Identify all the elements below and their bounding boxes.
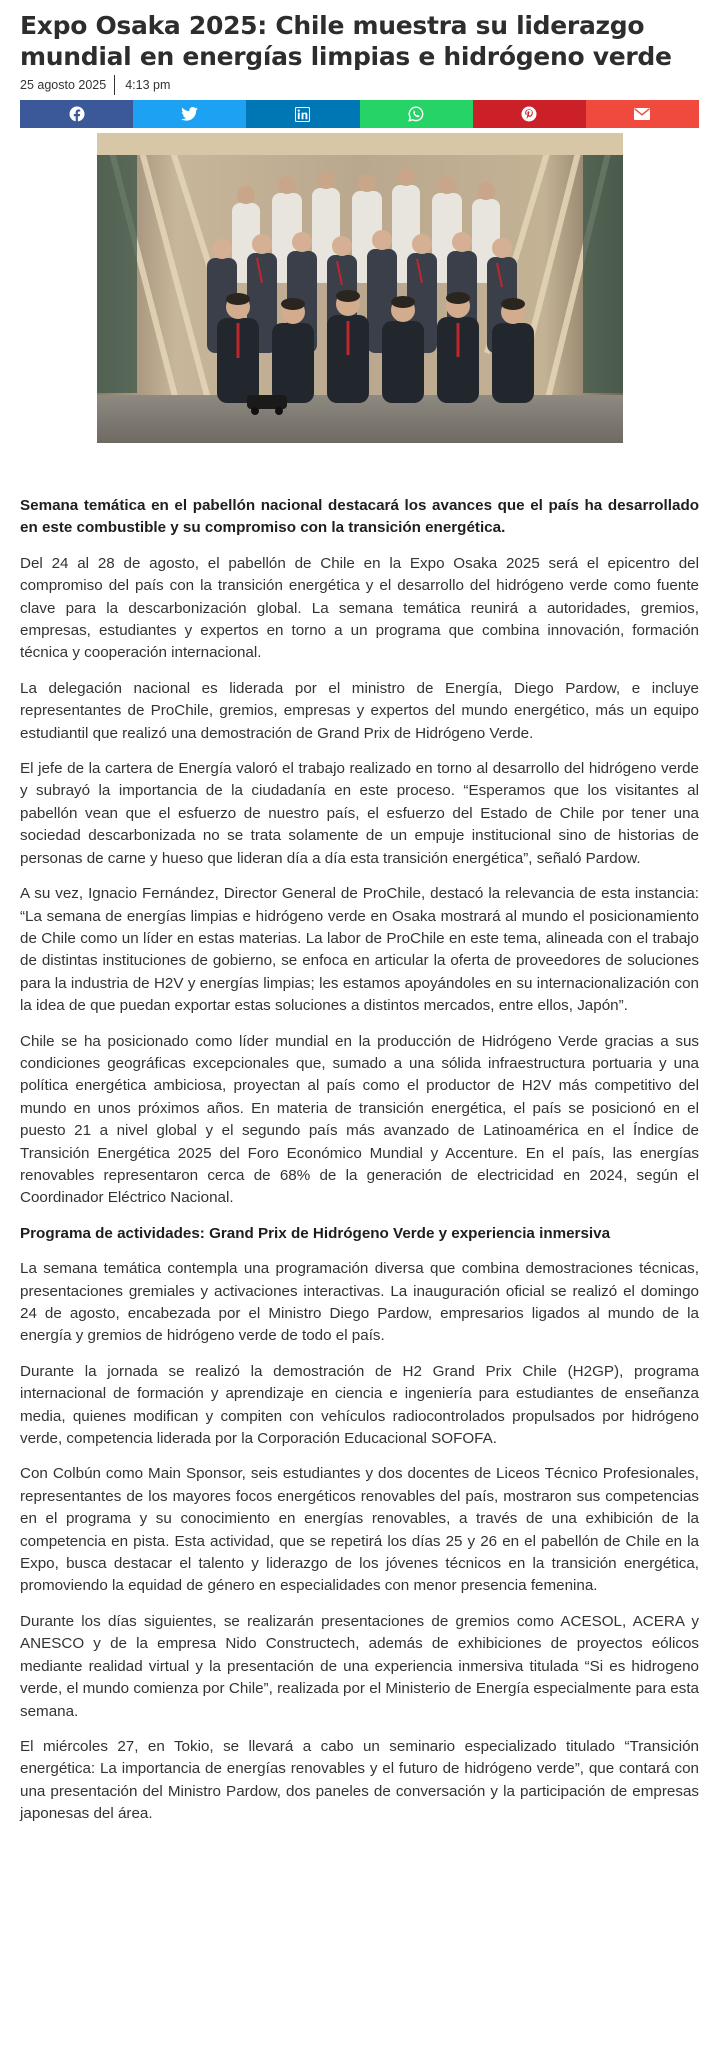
article-paragraph: Durante los días siguientes, se realizarán presentaciones de gremios como ACESOL, ACERA y ANESCO y de la empresa Nido Constructech, además de exhibiciones de proyectos eólicos mediante realidad virtual y la presentación de una experiencia inmersiva titulada “Si es hidrogeno verde, el mundo comienza por Chile”, realizada por el Ministerio de Energía especialmente para esta semana. bbox=[20, 1612, 699, 1720]
meta-divider bbox=[114, 75, 115, 95]
article-body bbox=[20, 495, 699, 1826]
email-icon bbox=[634, 108, 650, 120]
share-whatsapp-button[interactable] bbox=[360, 100, 473, 128]
article-title: Expo Osaka 2025: Chile muestra su liderazgo mundial en energías limpias e hidrógeno verde bbox=[20, 11, 672, 71]
article-paragraph: La semana temática contempla una programación diversa que combina demostraciones técnicas, presentaciones gremiales y activaciones interactivas. La inauguración oficial se realizó el domingo 24 de agosto, encabezada por el Ministro Diego Pardow, empresarios ligados al mundo de la energía y gremios de hidrógeno verde de todo el país. bbox=[20, 1260, 699, 1345]
article-paragraph: Durante la jornada se realizó la demostración de H2 Grand Prix Chile (H2GP), programa internacional de formación y aprendizaje en ciencia e ingeniería para estudiantes de enseñanza media, quienes modifican y compiten con vehículos radiocontrolados propulsados por hidrógeno verde, competencia liderada por la Corporación Educacional SOFOFA. bbox=[20, 1362, 699, 1448]
facebook-icon bbox=[69, 106, 85, 122]
article-lead: Semana temática en el pabellón nacional destacará los avances que el país ha desarrollado en este combustible y su compromiso con la transición energética. bbox=[20, 497, 699, 537]
article-paragraph: El miércoles 27, en Tokio, se llevará a cabo un seminario especializado titulado “Transición energética: La importancia de energías renovables y el futuro de hidrógeno verde”, que contará con una presentación del Ministro Pardow, dos paneles de conversación y la participación de empresas japonesas del área. bbox=[20, 1737, 699, 1823]
article-paragraph: La delegación nacional es liderada por el ministro de Energía, Diego Pardow, e incluye representantes de ProChile, gremios, empresas y expertos del mundo energético, más un equipo estudiantil que realizó una demostración de Grand Prix de Hidrógeno Verde. bbox=[20, 679, 699, 742]
share-email-button[interactable] bbox=[586, 100, 699, 128]
article-paragraph: Del 24 al 28 de agosto, el pabellón de Chile en la Expo Osaka 2025 será el epicentro del compromiso del país con la transición energética y el desarrollo del hidrógeno verde como fuente clave para la descarbonización global. La semana temática reunirá a autoridades, gremios, empresas, estudiantes y expertos en torno a un programa que combina innovación, formación técnica y cooperación internacional. bbox=[20, 554, 699, 662]
share-twitter-button[interactable] bbox=[133, 100, 246, 128]
article-date: 25 agosto 2025 bbox=[20, 78, 107, 92]
whatsapp-icon bbox=[408, 106, 424, 122]
group-photo-image bbox=[97, 133, 623, 443]
share-linkedin-button[interactable] bbox=[246, 100, 359, 128]
linkedin-icon bbox=[295, 107, 310, 122]
article-meta bbox=[20, 75, 699, 95]
article-paragraph: Chile se ha posicionado como líder mundial en la producción de Hidrógeno Verde gracias a sus condiciones geográficas excepcionales que, sumado a una sólida infraestructura portuaria y una política energética ambiciosa, proyectan al país como el productor de H2V más competitivo del mundo en unos próximos años. En materia de transición energética, el país se posicionó en el puesto 21 a nivel global y el segundo país más avanzado de Latinoamérica en el Índice de Transición Energética 2025 del Foro Económico Mundial y Accenture. En el país, las energías renovables representaron cerca de 68% de la generación de electricidad en 2024, según el Coordinador Eléctrico Nacional. bbox=[20, 1032, 699, 1207]
twitter-icon bbox=[181, 107, 198, 121]
article-time: 4:13 pm bbox=[125, 78, 171, 92]
article-subheading: Programa de actividades: Grand Prix de Hidrógeno Verde y experiencia inmersiva bbox=[20, 1224, 611, 1242]
share-bar bbox=[20, 100, 699, 128]
article-paragraph: Con Colbún como Main Sponsor, seis estudiantes y dos docentes de Liceos Técnico Profesionales, representantes de los mayores focos energéticos renovables del país, mostraron sus competencias en el programa y su conocimiento en energías renovables, a través de una exhibición de la competencia en pista. Esta actividad, que se repetirá los días 25 y 26 en el pabellón de Chile en la Expo, busca destacar el talento y liderazgo de los jóvenes técnicos en la transición energética, promoviendo la equidad de género en especialidades con menor presencia femenina. bbox=[20, 1465, 699, 1595]
pinterest-icon bbox=[521, 106, 537, 122]
share-pinterest-button[interactable] bbox=[473, 100, 586, 128]
article-paragraph: A su vez, Ignacio Fernández, Director General de ProChile, destacó la relevancia de esta instancia: “La semana de energías limpias e hidrógeno verde en Osaka mostrará al mundo el posicionamiento de Chile como un líder en estas materias. La labor de ProChile en este tema, alineada con el trabajo de distintas instituciones de gobierno, se enfoca en articular la oferta de proveedores de soluciones para la industria de H2V y energías limpias; les estamos apoyándoles en su internacionalización con la idea de que puedan exportar estas soluciones a distintos mercados, entre ellos, Japón”. bbox=[20, 885, 699, 1015]
share-facebook-button[interactable] bbox=[20, 100, 133, 128]
article-paragraph: El jefe de la cartera de Energía valoró el trabajo realizado en torno al desarrollo del hidrógeno verde y subrayó la importancia de la ciudadanía en este proceso. “Esperamos que los visitantes al pabellón vean que el esfuerzo de nuestro país, el esfuerzo del Estado de Chile por tener una sociedad descarbonizada no se trata solamente de un empuje institucional sino de historias de personas de carne y hueso que lideran día a día esta transición energética”, señaló Pardow. bbox=[20, 760, 699, 867]
